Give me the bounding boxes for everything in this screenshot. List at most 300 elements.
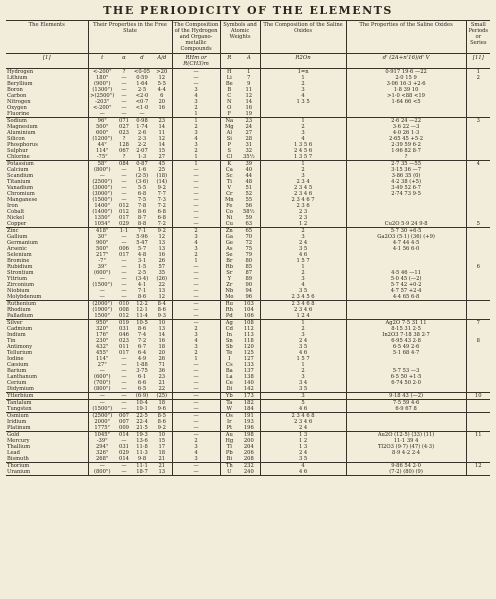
atomic-volume: 17 bbox=[152, 444, 172, 450]
atomic-weight: 87 bbox=[238, 270, 260, 276]
atomic-weight: 120 bbox=[238, 344, 260, 350]
melting-point: <-200° bbox=[92, 105, 112, 111]
atomic-volume: 27 bbox=[152, 154, 172, 161]
element-symbol: Yb bbox=[220, 393, 238, 400]
oxide-composition: 1 bbox=[260, 75, 346, 81]
atomic-volume: 8·4 bbox=[152, 301, 172, 308]
element-name: Rubidium bbox=[6, 264, 88, 270]
melting-point: 1054° bbox=[94, 221, 111, 227]
atomic-weight: 40 bbox=[238, 167, 260, 173]
atomic-weight: 208 bbox=[238, 456, 260, 463]
atomic-volume: 22 bbox=[152, 386, 172, 393]
density: 7·1 bbox=[137, 288, 147, 294]
hydrogen-compound: 3 bbox=[172, 234, 220, 240]
oxide-composition: 3 4 bbox=[260, 380, 346, 386]
period-number: 3 bbox=[466, 118, 490, 125]
atomic-volume: 10 bbox=[152, 320, 172, 327]
oxide-properties: 9·18 43 (—2) bbox=[346, 393, 466, 400]
element-symbol: As bbox=[226, 246, 233, 252]
melting-point: 294° bbox=[96, 444, 109, 450]
expansion-coefficient: — bbox=[121, 185, 127, 191]
atomic-weight: 196 bbox=[238, 425, 260, 432]
expansion-coefficient: 071 bbox=[116, 118, 132, 125]
density: 8·8 bbox=[137, 221, 147, 227]
oxide-composition: 4 bbox=[260, 282, 346, 288]
expansion-coefficient: 023 bbox=[119, 130, 129, 136]
oxide-composition: 4 6 bbox=[260, 252, 346, 258]
atomic-weight: 198 bbox=[238, 432, 260, 439]
density: 2·5 bbox=[137, 87, 147, 93]
element-name: Zinc bbox=[6, 228, 88, 235]
density: 4·1 bbox=[137, 282, 147, 288]
oxide-composition: 2 bbox=[260, 326, 346, 332]
melting-point: 1045° bbox=[88, 432, 116, 439]
oxide-composition: 2 4 bbox=[260, 450, 346, 456]
element-name: Gallium bbox=[6, 234, 88, 240]
atomic-volume: 71 bbox=[152, 362, 172, 368]
expansion-coefficient: — bbox=[121, 93, 127, 99]
melting-point: 176° bbox=[96, 332, 109, 338]
subheader-r2on: R2On bbox=[260, 54, 346, 69]
element-symbol: Sb bbox=[225, 344, 233, 350]
expansion-coefficient: 1·1 bbox=[116, 228, 132, 235]
element-name: Mercury bbox=[6, 438, 88, 444]
element-name: Uranium bbox=[6, 469, 88, 476]
atomic-volume: 14 bbox=[152, 142, 172, 148]
hydrogen-compound: — bbox=[172, 380, 220, 386]
oxide-properties: ? bbox=[346, 154, 466, 161]
element-symbol: O bbox=[227, 105, 232, 111]
density: <2·0 bbox=[135, 93, 149, 99]
atomic-volume: 12 bbox=[152, 294, 172, 301]
element-symbol: Sn bbox=[225, 338, 233, 344]
hydrogen-compound: 2 bbox=[172, 148, 220, 154]
table-row bbox=[6, 393, 490, 400]
atomic-weight: 51 bbox=[238, 185, 260, 191]
subheader-row bbox=[6, 54, 490, 69]
expansion-coefficient: — bbox=[121, 75, 127, 81]
atomic-weight: 23 bbox=[238, 118, 260, 125]
atomic-volume: 8·6 bbox=[152, 307, 172, 313]
element-symbol: Tl bbox=[226, 444, 232, 450]
oxide-composition: 2 bbox=[260, 368, 346, 374]
oxide-composition: 4 bbox=[260, 136, 346, 142]
hydrogen-compound: 4 bbox=[172, 450, 220, 456]
element-symbol: Cu bbox=[225, 221, 233, 227]
subheader-a: A bbox=[238, 54, 260, 69]
atomic-weight: 90 bbox=[238, 282, 260, 288]
subheader-t: t bbox=[88, 54, 116, 69]
expansion-coefficient: 029 bbox=[119, 221, 129, 227]
melting-point: >(2500°) bbox=[90, 93, 115, 99]
atomic-volume: 13 bbox=[152, 469, 172, 476]
oxide-composition: 1 bbox=[260, 264, 346, 270]
atomic-weight: 106 bbox=[238, 313, 260, 320]
expansion-coefficient: 017 bbox=[119, 252, 129, 258]
atomic-volume: 36 bbox=[152, 368, 172, 374]
oxide-composition: 3 bbox=[260, 173, 346, 179]
atomic-weight: 65 bbox=[238, 228, 260, 235]
melting-point: — bbox=[99, 368, 105, 374]
oxide-composition: 3 bbox=[260, 130, 346, 136]
oxide-composition: 1 3 5 7 bbox=[260, 154, 346, 161]
element-name: Germanium bbox=[6, 240, 88, 246]
element-name: Boron bbox=[6, 87, 88, 93]
element-symbol: Mn bbox=[224, 197, 234, 203]
element-name: Lithium bbox=[6, 75, 88, 81]
oxide-properties: 4·7 44 4·5 bbox=[346, 240, 466, 246]
expansion-coefficient: — bbox=[121, 191, 127, 197]
density: <0·7 bbox=[135, 99, 149, 105]
atomic-weight: 58½ bbox=[238, 209, 260, 215]
element-name: Tantalum bbox=[6, 400, 88, 407]
oxide-properties: 5·7 42 +0·2 bbox=[346, 282, 466, 288]
expansion-coefficient: — bbox=[121, 99, 127, 105]
atomic-volume: 57 bbox=[152, 264, 172, 270]
hydrogen-compound: 3 bbox=[172, 142, 220, 148]
atomic-volume: 9·3 bbox=[152, 313, 172, 320]
atomic-weight: 104 bbox=[238, 307, 260, 313]
hydrogen-compound: 2 bbox=[172, 228, 220, 235]
expansion-coefficient: 009 bbox=[119, 425, 129, 431]
atomic-weight: 138 bbox=[238, 374, 260, 380]
density: 1·88 bbox=[136, 362, 148, 368]
element-symbol: Cs bbox=[225, 362, 233, 368]
header-saline-oxides: The Composition of the Saline Oxides bbox=[260, 21, 346, 54]
oxide-composition: 4 6 bbox=[260, 469, 346, 476]
oxide-composition: 1 bbox=[260, 161, 346, 168]
atomic-weight: 14 bbox=[238, 99, 260, 105]
expansion-coefficient: 010 bbox=[116, 301, 132, 308]
atomic-volume: 9·6 bbox=[152, 406, 172, 413]
element-name: Osmium bbox=[6, 413, 88, 420]
expansion-coefficient: 011 bbox=[119, 344, 129, 350]
oxide-composition: 2 3 6 bbox=[260, 203, 346, 209]
melting-point: — bbox=[88, 393, 116, 400]
period-number bbox=[466, 469, 490, 476]
density: 3·1 bbox=[137, 258, 147, 264]
density: 5·96 bbox=[136, 234, 148, 240]
oxide-properties: 6·5 49 2·6 bbox=[346, 344, 466, 350]
melting-point: — bbox=[99, 294, 105, 300]
oxide-composition: 1 2 bbox=[260, 438, 346, 444]
atomic-weight: 108 bbox=[238, 320, 260, 327]
atomic-weight: 232 bbox=[238, 463, 260, 470]
hydrogen-compound: 3 bbox=[172, 444, 220, 450]
expansion-coefficient: 023 bbox=[119, 338, 129, 344]
element-name: Titanium bbox=[6, 179, 88, 185]
element-symbol: Ge bbox=[225, 240, 233, 246]
element-symbol: Mo bbox=[225, 294, 234, 300]
expansion-coefficient: — bbox=[121, 270, 127, 276]
element-symbol: Ti bbox=[226, 179, 232, 185]
subheader-oxide-formula: d' (2A+n'16)/d' V bbox=[346, 54, 466, 69]
density: 6·6 bbox=[137, 380, 147, 386]
atomic-volume: 9·2 bbox=[152, 228, 172, 235]
oxide-composition: 3 5 bbox=[260, 456, 346, 463]
atomic-weight: 16 bbox=[238, 105, 260, 111]
atomic-weight: 94 bbox=[238, 288, 260, 294]
density: 7·8 bbox=[137, 203, 147, 209]
element-name: Oxygen bbox=[6, 105, 88, 111]
element-symbol: Si bbox=[226, 136, 232, 142]
density: 22·5 bbox=[132, 413, 152, 420]
density: (2·5) bbox=[135, 173, 149, 179]
element-symbol: Ir bbox=[227, 419, 232, 425]
atomic-weight: 103 bbox=[238, 301, 260, 308]
melting-point: 1775° bbox=[94, 425, 111, 431]
expansion-coefficient: ? bbox=[122, 154, 126, 160]
period-number: 1 bbox=[476, 69, 480, 75]
hydrogen-compound: 3 bbox=[172, 332, 220, 338]
oxide-properties: 3·86 35 (0) bbox=[346, 173, 466, 179]
element-name: Molybdenum bbox=[6, 294, 88, 301]
atomic-volume: 7·7 bbox=[152, 191, 172, 197]
hydrogen-compound: 1 bbox=[172, 258, 220, 264]
melting-point: (600°) bbox=[93, 270, 111, 276]
element-name: Cæsium bbox=[6, 362, 88, 368]
melting-point: 114° bbox=[96, 148, 109, 154]
atomic-weight: 112 bbox=[238, 326, 260, 332]
density: (6·9) bbox=[132, 393, 152, 400]
hydrogen-compound: — bbox=[172, 419, 220, 425]
periodicity-table bbox=[6, 20, 490, 476]
hydrogen-compound: — bbox=[172, 393, 220, 400]
melting-point: — bbox=[99, 173, 105, 179]
element-symbol: Co bbox=[225, 209, 233, 215]
element-symbol: Na bbox=[220, 118, 238, 125]
hydrogen-compound: 4 bbox=[172, 338, 220, 344]
expansion-coefficient: 019 bbox=[116, 320, 132, 327]
density: 0·87 bbox=[132, 161, 152, 168]
element-symbol: Br bbox=[226, 258, 233, 264]
atomic-weight: 125 bbox=[238, 350, 260, 356]
atomic-volume: 15 bbox=[152, 148, 172, 154]
melting-point: (600°) bbox=[93, 374, 111, 380]
element-name: Beryllium bbox=[6, 81, 88, 87]
density: 11·8 bbox=[136, 444, 148, 450]
atomic-volume: 7·2 bbox=[152, 203, 172, 209]
density: (3·6) bbox=[135, 179, 149, 185]
element-symbol: Ru bbox=[220, 301, 238, 308]
expansion-coefficient: — bbox=[121, 362, 127, 368]
melting-point: 432° bbox=[96, 344, 109, 350]
atomic-volume: 13 bbox=[152, 240, 172, 246]
oxide-properties: 4·2 38 (+5) bbox=[346, 179, 466, 185]
hydrogen-compound: 3 bbox=[172, 130, 220, 136]
element-name: Cobalt bbox=[6, 209, 88, 215]
oxide-composition: 2 3 4 6 bbox=[260, 307, 346, 313]
header-row bbox=[6, 21, 490, 54]
oxide-composition: 2 3 bbox=[260, 209, 346, 215]
element-symbol: Ag bbox=[220, 320, 238, 327]
hydrogen-compound: 2 bbox=[172, 326, 220, 332]
element-symbol: Fe bbox=[226, 203, 233, 209]
element-symbol: Ca bbox=[225, 167, 233, 173]
oxide-properties: 4·5 46 —11 bbox=[346, 270, 466, 276]
oxide-composition: 3 bbox=[260, 234, 346, 240]
hydrogen-compound: 1 bbox=[172, 154, 220, 161]
atomic-weight: 75 bbox=[238, 246, 260, 252]
expansion-coefficient: 014 bbox=[116, 432, 132, 439]
melting-point: (800°) bbox=[88, 469, 116, 476]
atomic-weight: 55 bbox=[238, 197, 260, 203]
oxide-properties: 2·74 73 9·5 bbox=[346, 191, 466, 197]
subheader-rh: RHm or R(CH3)m bbox=[172, 54, 220, 69]
melting-point: 950° bbox=[88, 320, 116, 327]
element-name: Lead bbox=[6, 450, 88, 456]
period-number: 4 bbox=[466, 161, 490, 168]
melting-point: -39° bbox=[96, 438, 108, 444]
element-symbol: Nb bbox=[225, 288, 234, 294]
period-number: 6 bbox=[476, 264, 480, 270]
melting-point: 217° bbox=[96, 252, 109, 258]
melting-point: (1500°) bbox=[92, 282, 113, 288]
atomic-weight: 182 bbox=[238, 400, 260, 407]
oxide-composition: 1 3 5 6 bbox=[260, 142, 346, 148]
melting-point: (1900°) bbox=[92, 307, 113, 313]
atomic-volume: 14 bbox=[152, 124, 172, 130]
element-symbol: Cr bbox=[226, 191, 233, 197]
density: 8·7 bbox=[137, 215, 147, 221]
hydrogen-compound: — bbox=[172, 173, 220, 179]
element-symbol: Mg bbox=[224, 124, 234, 130]
element-symbol: Li bbox=[226, 75, 232, 81]
element-name: Strontium bbox=[6, 270, 88, 276]
expansion-coefficient: 046 bbox=[119, 332, 129, 338]
hydrogen-compound: 2 bbox=[172, 438, 220, 444]
expansion-coefficient: 029 bbox=[119, 450, 129, 456]
melting-point: 326° bbox=[96, 450, 109, 456]
element-symbol: I bbox=[228, 356, 231, 362]
atomic-weight: 200 bbox=[238, 438, 260, 444]
atomic-weight: 191 bbox=[238, 413, 260, 420]
oxide-properties: 1·64 66 <5 bbox=[346, 99, 466, 105]
expansion-coefficient: 017 bbox=[119, 350, 129, 356]
atomic-weight: 11 bbox=[238, 87, 260, 93]
expansion-coefficient: — bbox=[121, 197, 127, 203]
element-name: Calcium bbox=[6, 167, 88, 173]
oxide-composition: 2 3 4 6 bbox=[260, 191, 346, 197]
expansion-coefficient: — bbox=[116, 469, 132, 476]
element-name: Palladium bbox=[6, 313, 88, 320]
hydrogen-compound: — bbox=[172, 209, 220, 215]
atomic-weight: 7 bbox=[238, 75, 260, 81]
density: 0·59 bbox=[136, 75, 148, 81]
hydrogen-compound: 1 bbox=[172, 118, 220, 125]
element-symbol: C bbox=[227, 93, 232, 99]
hydrogen-compound: 1 bbox=[172, 111, 220, 118]
atomic-volume: 11 bbox=[152, 130, 172, 136]
element-name: Iodine bbox=[6, 356, 88, 362]
atomic-weight: 9 bbox=[238, 81, 260, 87]
page-title: THE PERIODICITY OF THE ELEMENTS bbox=[103, 4, 393, 17]
oxide-properties: 6·5 50 +1·5 bbox=[346, 374, 466, 380]
atomic-weight: 204 bbox=[238, 444, 260, 450]
atomic-volume: 18 bbox=[152, 344, 172, 350]
density: <1·0 bbox=[135, 105, 149, 111]
oxide-properties: 2·0 15 9 bbox=[346, 75, 466, 81]
atomic-weight: 240 bbox=[238, 469, 260, 476]
element-name: Scandium bbox=[6, 173, 88, 179]
atomic-weight: 1 bbox=[238, 69, 260, 76]
expansion-coefficient: 006 bbox=[119, 246, 129, 252]
expansion-coefficient: — bbox=[121, 368, 127, 374]
hydrogen-compound: — bbox=[172, 320, 220, 327]
oxide-properties: 9·86 54 2·0 bbox=[346, 463, 466, 470]
expansion-coefficient: — bbox=[121, 87, 127, 93]
element-symbol: Hg bbox=[225, 438, 234, 444]
expansion-coefficient: — bbox=[121, 438, 127, 444]
atomic-weight: 70 bbox=[238, 234, 260, 240]
melting-point: 39° bbox=[97, 264, 107, 270]
hydrogen-compound: 3 bbox=[172, 456, 220, 463]
hydrogen-compound: 2 bbox=[172, 124, 220, 130]
oxide-composition: 2 4 bbox=[260, 240, 346, 246]
element-name: Aluminium bbox=[6, 130, 88, 136]
oxide-properties: Ag2O 7·5 31 11 bbox=[346, 320, 466, 327]
melting-point: 455° bbox=[96, 350, 109, 356]
element-symbol: Di bbox=[226, 386, 233, 392]
oxide-composition: 1 5 7 bbox=[260, 356, 346, 362]
oxide-properties: 7·5 59 4·6 bbox=[346, 400, 466, 407]
hydrogen-compound: — bbox=[172, 185, 220, 191]
atomic-volume: 12 bbox=[152, 136, 172, 142]
atomic-weight: 59 bbox=[238, 215, 260, 221]
element-name: Barium bbox=[6, 368, 88, 374]
density: 6·7 bbox=[137, 344, 147, 350]
atomic-weight: 32 bbox=[238, 148, 260, 154]
hydrogen-compound: — bbox=[172, 270, 220, 276]
atomic-volume: 13 bbox=[152, 246, 172, 252]
density: 9·8 bbox=[137, 456, 147, 462]
period-number: 7 bbox=[466, 320, 490, 327]
element-rows bbox=[6, 69, 490, 476]
atomic-weight: 31 bbox=[238, 142, 260, 148]
atomic-weight: 24 bbox=[238, 124, 260, 130]
element-name: Bismuth bbox=[6, 456, 88, 463]
element-symbol: Bi bbox=[226, 456, 233, 462]
header-small-periods: Small Periods or Series bbox=[466, 21, 490, 54]
element-name: Niobium bbox=[6, 288, 88, 294]
atomic-weight: 140 bbox=[238, 380, 260, 386]
oxide-composition: 4 bbox=[260, 93, 346, 99]
expansion-coefficient: 067 bbox=[119, 148, 129, 154]
expansion-coefficient: — bbox=[121, 105, 127, 111]
atomic-weight: 44 bbox=[238, 173, 260, 179]
expansion-coefficient: — bbox=[121, 406, 127, 412]
melting-point: 500° bbox=[96, 246, 109, 252]
atomic-weight: 118 bbox=[238, 338, 260, 344]
melting-point: — bbox=[99, 111, 105, 117]
atomic-volume: 5·5 bbox=[152, 81, 172, 87]
element-symbol: Rb bbox=[225, 264, 233, 270]
density: 1·6 bbox=[137, 167, 147, 173]
atomic-weight: 113 bbox=[238, 332, 260, 338]
subheader-num-11: [11] bbox=[466, 54, 490, 69]
oxide-composition: 1 2 bbox=[260, 221, 346, 228]
oxide-composition: 5 bbox=[260, 400, 346, 407]
hydrogen-compound: — bbox=[172, 221, 220, 228]
element-symbol: Ga bbox=[225, 234, 233, 240]
density: 0·98 bbox=[132, 118, 152, 125]
element-name: Potassium bbox=[6, 161, 88, 168]
element-name: Sodium bbox=[6, 118, 88, 125]
atomic-weight: 39 bbox=[238, 161, 260, 168]
atomic-weight: 52 bbox=[238, 191, 260, 197]
atomic-volume: 9·2 bbox=[152, 425, 172, 432]
element-symbol: W bbox=[226, 406, 232, 412]
